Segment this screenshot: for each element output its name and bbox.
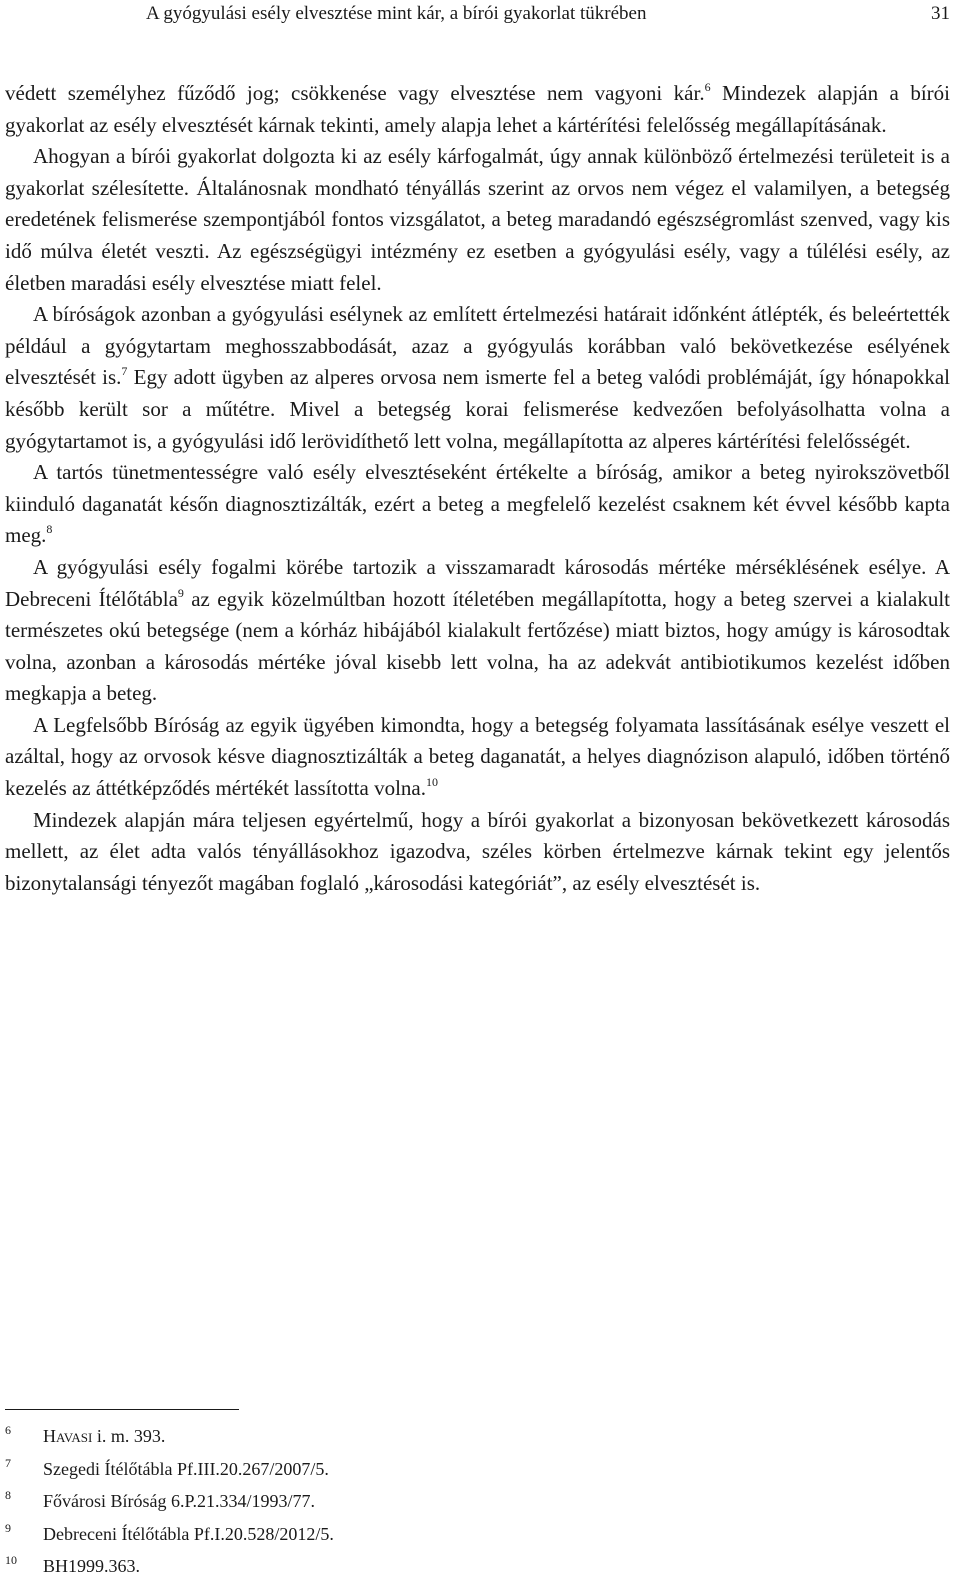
- footnote-reference[interactable]: 10: [425, 775, 438, 790]
- footnote-text: [43, 1550, 140, 1583]
- footnote-citation: BH1999.363.: [43, 1556, 141, 1577]
- paragraph-text: A Legfelsőbb Bíróság az egyik ügyében kimondta, hogy a betegség folyamata lassításának esélye veszett el azáltal, hogy az orvosok késve diagnosztizálták a beteg daganatát, a helyes diagnózison alapuló, időben történő kezelés az áttétképződés mértékét lassította volna.: [5, 712, 950, 801]
- body-paragraph: [5, 78, 950, 141]
- footnote-reference[interactable]: 9: [177, 585, 184, 600]
- footnote-citation: i. m. 393.: [92, 1426, 166, 1446]
- body-text: [5, 78, 950, 899]
- footnote-citation: Szegedi Ítélőtábla Pf.III.20.267/2007/5.: [43, 1458, 329, 1479]
- footnote-number: 6: [5, 1423, 11, 1437]
- body-paragraph: [5, 710, 950, 805]
- paragraph-text: A gyógyulási esély fogalmi körébe tartozik a visszamaradt károsodás mértéke mérséklésének esélye. A Debreceni Ítélőtábla: [5, 554, 950, 611]
- paragraph-text: A bíróságok azonban a gyógyulási esélynek az említett értelmezési határait időnként átlépték, és beleértették például a gyógytartam meghosszabbodását, azaz a gyógyulás korábban való bekövetkezése esélyének elvesztését is.: [5, 302, 950, 390]
- paragraph-text: Egy adott ügyben az alperes orvosa nem ismerte fel a beteg valódi problémáját, így hónapokkal később került sor a műtétre. Mivel a betegség korai felismerése kedvezően befolyásolhatta volna a gyógytartamot is, a gyógyulási idő lerövidíthető lett volna, megállapította az alperes kártérítési felelősségét.: [5, 365, 950, 453]
- body-paragraph: [5, 552, 950, 710]
- paragraph-text: Mindezek alapján a bírói gyakorlat az esély elvesztését kárnak tekinti, amely alapja lehet a kártérítési felelősség megállapításának.: [5, 81, 950, 137]
- footnotes: [5, 1420, 605, 1583]
- footnote-text: [43, 1518, 334, 1551]
- paragraph-text: Ahogyan a bírói gyakorlat dolgozta ki az esély kárfogalmát, úgy annak különböző értelmezési területeit is a gyakorlat szélesítette. Általánosnak mondható tényállás szerint az orvos nem végez el valamilyen, a betegség eredetének felismerése szempontjából fontos vizsgálatot, a beteg maradandó egészségromlást szenved, vagy kis idő múlva életét veszti. Az egészségügyi intézmény ez esetben a gyógyulási esély, vagy a túlélési esély, az életben maradási esély elvesztése miatt felel.: [5, 144, 950, 295]
- footnote-item: [5, 1518, 605, 1551]
- footnote-item: [5, 1550, 605, 1583]
- footnote-reference[interactable]: 7: [121, 364, 128, 379]
- body-paragraph: [5, 299, 950, 457]
- body-paragraph: [5, 457, 950, 552]
- footnote-number: 9: [5, 1520, 11, 1535]
- footnote-author: Havasi: [43, 1426, 93, 1446]
- paragraph-text: védett személyhez fűződő jog; csökkenése vagy elvesztése nem vagyoni kár.: [5, 81, 705, 105]
- body-paragraph: [5, 805, 950, 900]
- footnote-separator: [5, 1409, 239, 1410]
- body-paragraph: [5, 141, 950, 299]
- footnote-text: [43, 1420, 165, 1453]
- footnote-item: [5, 1453, 605, 1486]
- page-number: 31: [931, 3, 950, 24]
- footnote-text: [43, 1485, 315, 1518]
- running-header: [146, 0, 950, 28]
- footnote-item: [5, 1485, 605, 1518]
- footnote-item: [5, 1420, 605, 1453]
- paragraph-text: az egyik közelmúltban hozott ítéletében megállapította, hogy a beteg szervei a kialakult természetes okú betegsége (nem a kórház hibájából kialakult fertőzése) miatt biztos, hogy amúgy is károsodtak volna, azonban a károsodás mértéke jóval kisebb lett volna, ha az adekvát antibiotikumos kezelést időben megkapja a beteg.: [5, 586, 950, 706]
- paragraph-text: A tartós tünetmentességre való esély elvesztéseként értékelte a bíróság, amikor a beteg nyirokszövetből kiinduló daganatát későn diagnosztizálták, ezért a beteg a megfelelő kezelést csaknem két évvel később kapta meg.: [5, 460, 950, 548]
- footnote-number: 8: [5, 1488, 11, 1503]
- footnote-number: 10: [5, 1553, 17, 1568]
- footnote-reference[interactable]: 6: [704, 80, 711, 94]
- paragraph-text: Mindezek alapján mára teljesen egyértelmű, hogy a bírói gyakorlat a bizonyosan bekövetkezett károsodás mellett, az élet adta valós tényállásokhoz igazodva, széles körben értelmezve kárnak tekint egy jelentős bizonytalansági tényezőt magában foglaló „károsodási kategóriát”, az esély elvesztését is.: [5, 807, 950, 895]
- footnote-citation: Debreceni Ítélőtábla Pf.I.20.528/2012/5.: [43, 1523, 334, 1544]
- footnote-reference[interactable]: 8: [46, 522, 53, 537]
- footnote-text: [43, 1453, 329, 1486]
- footnote-citation: Fővárosi Bíróság 6.P.21.334/1993/77.: [43, 1491, 316, 1512]
- running-header-title: A gyógyulási esély elvesztése mint kár, a bírói gyakorlat tükrében: [146, 3, 647, 24]
- footnote-number: 7: [5, 1455, 11, 1470]
